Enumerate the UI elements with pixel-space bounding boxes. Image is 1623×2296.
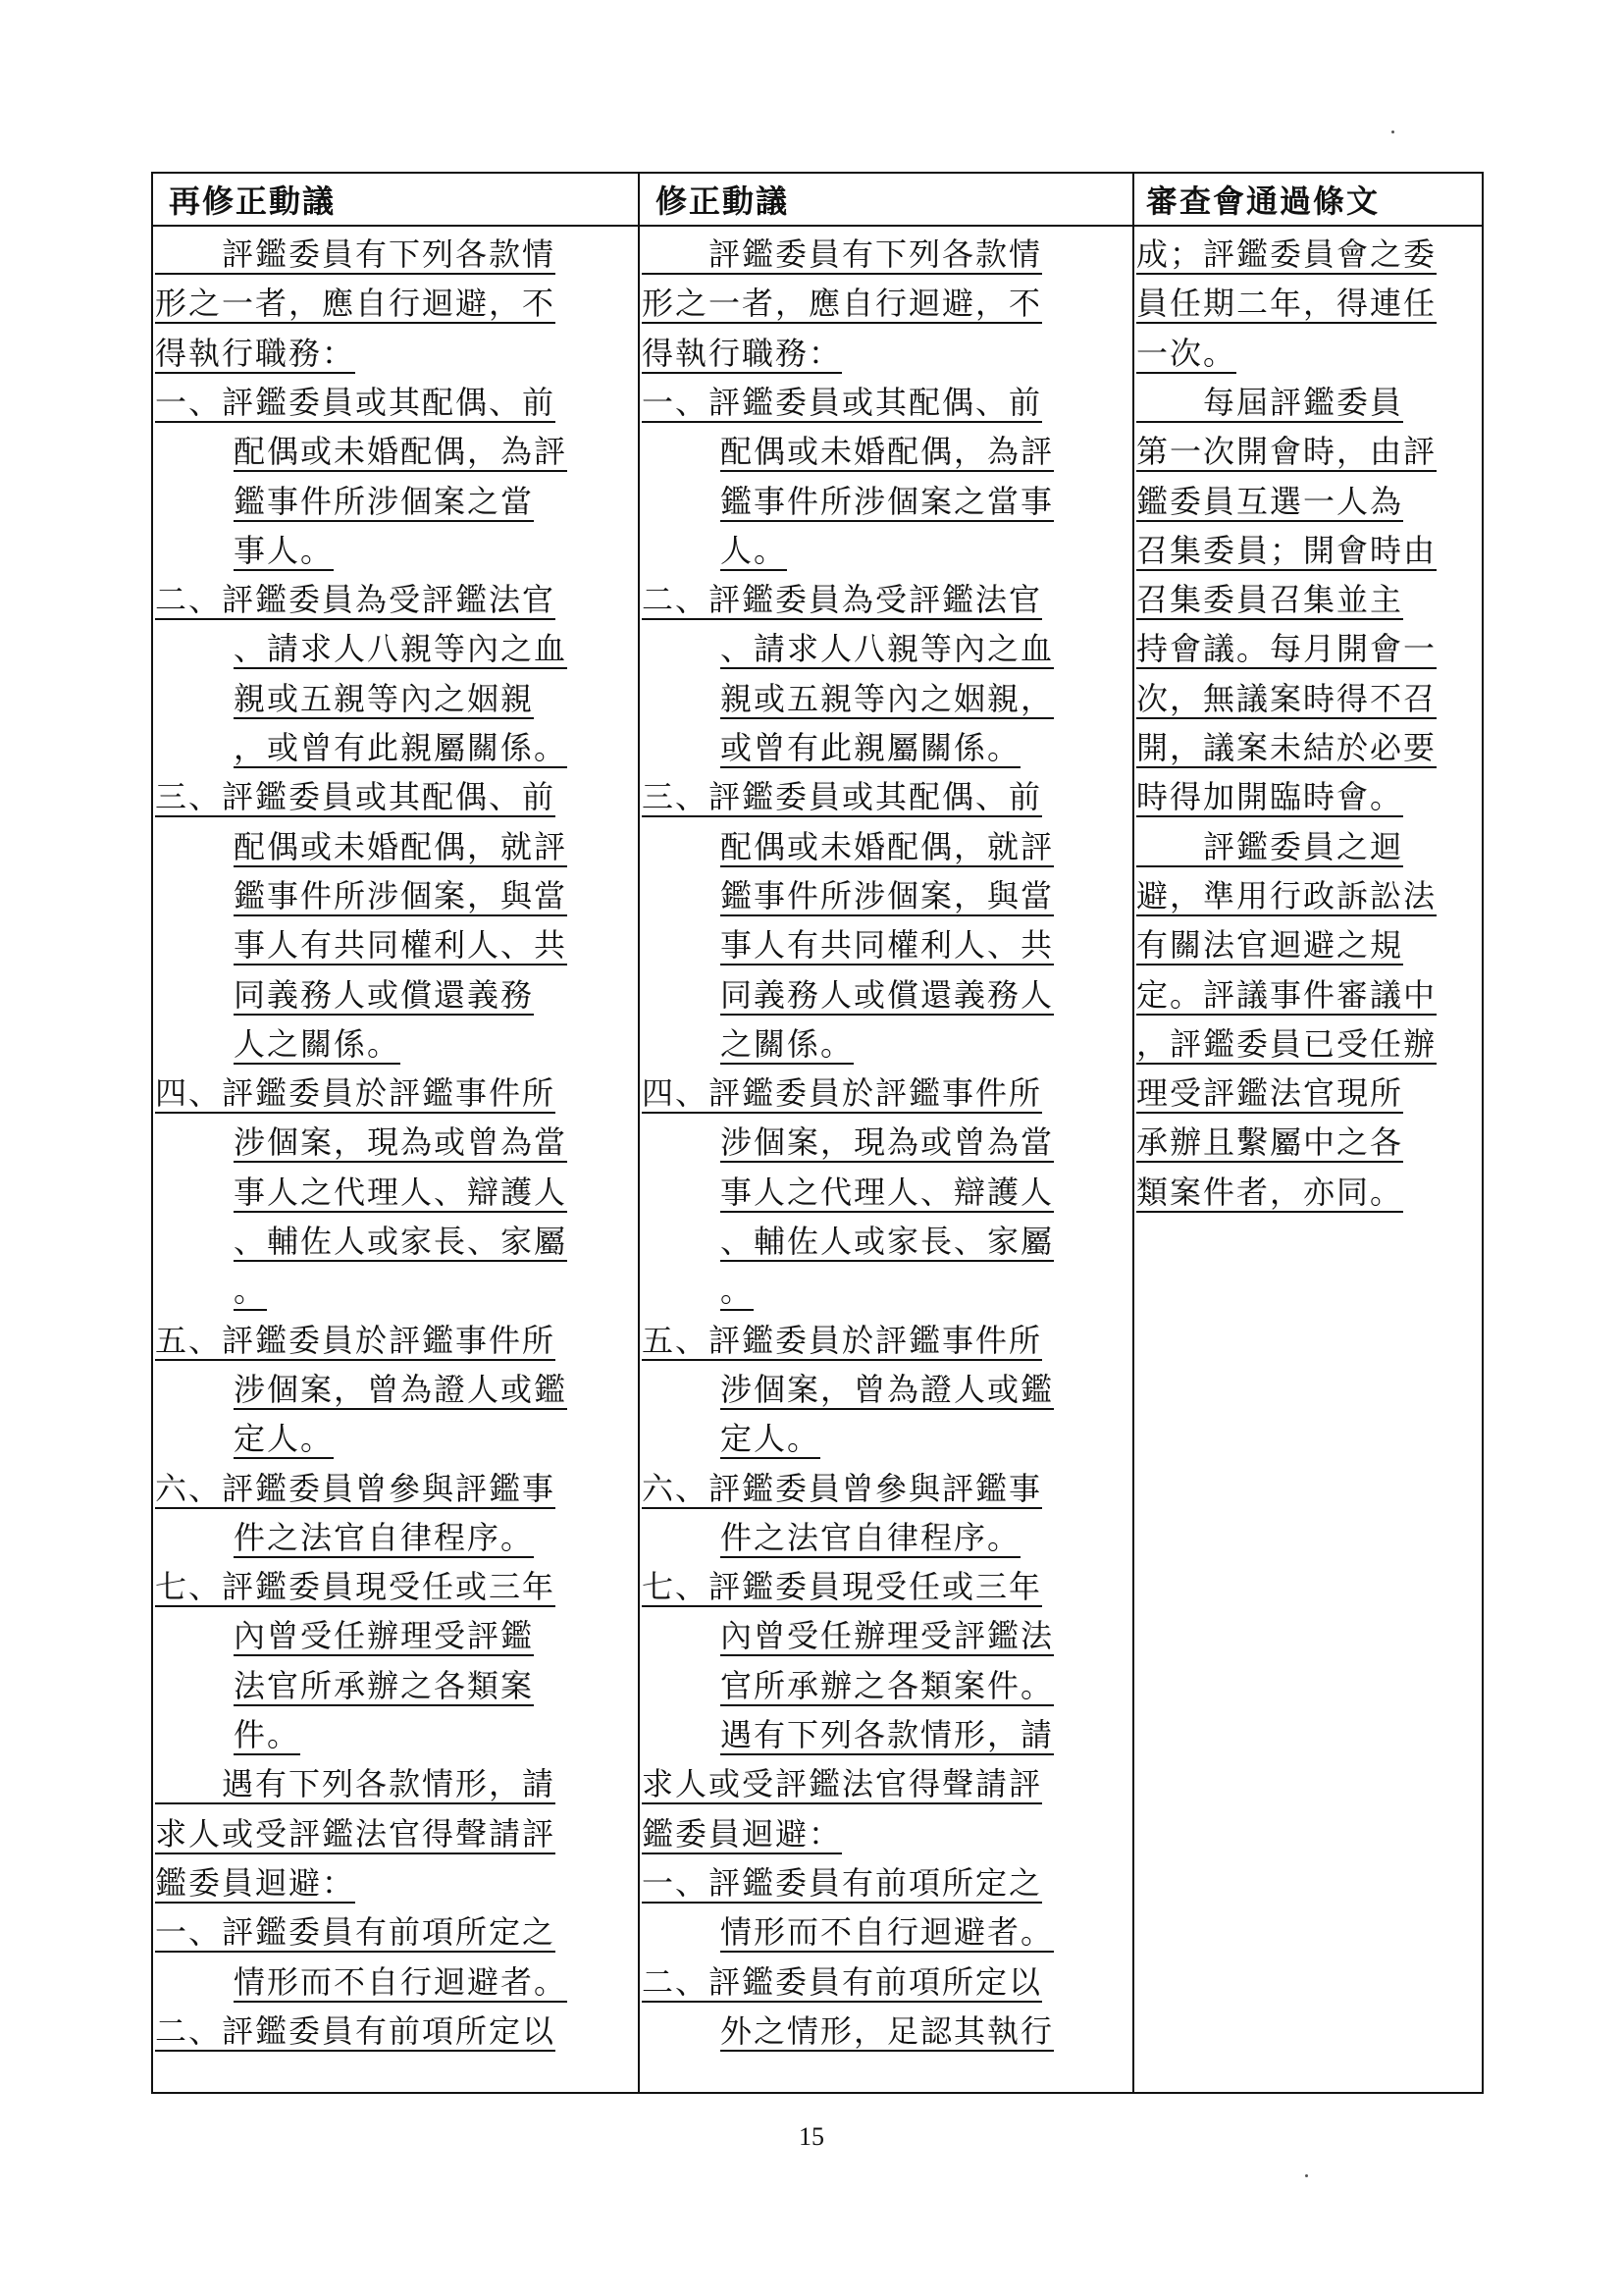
text-line-content: 次，無議案時得不召 [1136, 679, 1438, 717]
text-line-content: 成；評鑑委員會之委 [1136, 235, 1438, 273]
text-line [720, 625, 1054, 672]
text-line-content: 事人有共同權利人、共 [234, 926, 568, 965]
text-line [1136, 724, 1437, 771]
text-line-content: 理受評鑑法官現所 [1136, 1074, 1404, 1113]
scan-speck [1391, 130, 1394, 133]
text-line [642, 330, 842, 377]
text-line-content: 鑑委員迴避： [155, 1863, 356, 1902]
text-line-content: 鑑委員迴避： [642, 1814, 843, 1852]
text-line-content: 。 [720, 1272, 755, 1310]
header-re-amendment: 再修正動議 [169, 183, 337, 220]
text-line-content: 人之關係。 [234, 1024, 401, 1063]
text-line [720, 971, 1054, 1018]
text-line [234, 1958, 567, 2006]
text-line-content: 情形而不自行迴避者。 [720, 1913, 1055, 1952]
text-line [155, 1465, 555, 1512]
text-line [234, 872, 567, 919]
text-line [642, 1810, 842, 1857]
text-line [155, 231, 555, 278]
text-line-content: 事人之代理人、辯護人 [234, 1173, 568, 1211]
text-line [1136, 1169, 1403, 1216]
text-line [720, 1169, 1054, 1216]
text-line [234, 1119, 567, 1166]
header-divider [153, 225, 1482, 227]
column-divider [638, 174, 640, 2092]
text-line-content: ，評鑑委員已受任辦 [1136, 1024, 1438, 1063]
text-line [1136, 1119, 1403, 1166]
text-line [642, 576, 1042, 623]
text-line-content: 有關法官迴避之規 [1136, 926, 1404, 965]
text-line-content: 配偶或未婚配偶，就評 [234, 827, 568, 865]
text-line-content: 承辦且繫屬中之各 [1136, 1123, 1404, 1162]
text-line-content: 、輔佐人或家長、家屬 [234, 1223, 568, 1260]
text-line [234, 1267, 267, 1314]
text-line [234, 1415, 334, 1462]
text-line [155, 1810, 555, 1857]
text-line-content: 親或五親等內之姻親， [720, 679, 1055, 717]
text-line-content: 七、評鑑委員現受任或三年 [642, 1568, 1043, 1606]
text-line [234, 675, 534, 722]
text-line [234, 823, 567, 870]
text-line [720, 675, 1054, 722]
text-line [720, 1119, 1054, 1166]
text-line-content: 五、評鑑委員於評鑑事件所 [155, 1321, 556, 1359]
text-line-content: 定人。 [234, 1420, 335, 1458]
text-line-content: 一、評鑑委員或其配偶、前 [155, 383, 556, 421]
text-line-content: 召集委員；開會時由 [1136, 531, 1438, 569]
text-line-content: 二、評鑑委員有前項所定以 [642, 1962, 1043, 2001]
text-line-content: 員任期二年，得連任 [1136, 285, 1438, 323]
text-line-content: 三、評鑑委員或其配偶、前 [155, 778, 556, 816]
text-line-content: 、請求人八親等內之血 [234, 630, 568, 668]
text-line [720, 872, 1054, 919]
text-line [155, 1317, 555, 1364]
text-line [720, 428, 1054, 475]
text-line [642, 1317, 1042, 1364]
text-line [642, 1760, 1042, 1807]
text-line-content: 鑑事件所涉個案，與當 [720, 876, 1055, 914]
text-line-content: 得執行職務： [155, 334, 356, 372]
text-line [1136, 1020, 1437, 1068]
text-line [1136, 675, 1437, 722]
text-line-content: 遇有下列各款情形，請 [720, 1716, 1055, 1753]
text-line-content: 件之法官自律程序。 [234, 1518, 535, 1556]
text-line-content: 件之法官自律程序。 [720, 1518, 1021, 1556]
text-line-content: 避，準用行政訴訟法 [1136, 876, 1438, 914]
text-line [155, 576, 555, 623]
comparison-table [151, 172, 1484, 2094]
text-line-content: 形之一者，應自行迴避，不 [642, 285, 1043, 323]
text-line [1136, 280, 1437, 327]
text-line-content: 鑑委員互選一人為 [1136, 482, 1404, 520]
text-line [234, 1020, 400, 1068]
text-line [642, 1070, 1042, 1117]
text-line [234, 625, 567, 672]
text-line-content: 涉個案，現為或曾為當 [234, 1123, 568, 1162]
text-line-content: 評鑑委員有下列各款情 [155, 235, 556, 273]
text-line [720, 1267, 754, 1314]
text-line [720, 921, 1054, 968]
text-line-content: 件。 [234, 1716, 301, 1753]
text-line [720, 823, 1054, 870]
text-line-content: 定人。 [720, 1420, 821, 1458]
text-line-content: 鑑事件所涉個案之當事 [720, 482, 1055, 520]
text-line-content: 四、評鑑委員於評鑑事件所 [155, 1074, 556, 1113]
text-line [1136, 823, 1403, 870]
text-line-content: 第一次開會時，由評 [1136, 433, 1438, 471]
text-line-content: 、輔佐人或家長、家屬 [720, 1223, 1055, 1260]
text-line [720, 1020, 854, 1068]
text-line [1136, 1070, 1403, 1117]
text-line [234, 428, 567, 475]
header-amendment: 修正動議 [655, 183, 790, 220]
text-line-content: 遇有下列各款情形，請 [155, 1765, 556, 1803]
text-line-content: 外之情形，足認其執行 [720, 2011, 1055, 2050]
text-line [720, 527, 787, 574]
text-line-content: ，或曾有此親屬關係。 [234, 729, 568, 766]
text-line-content: 官所承辦之各類案件。 [720, 1666, 1055, 1704]
text-line-content: 鑑事件所涉個案，與當 [234, 876, 568, 914]
text-line [155, 1908, 555, 1956]
text-line-content: 一、評鑑委員有前項所定之 [155, 1913, 556, 1952]
text-line [234, 1169, 567, 1216]
text-line-content: 時得加開臨時會。 [1136, 778, 1404, 816]
text-line-content: 鑑事件所涉個案之當 [234, 482, 535, 520]
text-line-content: 或曾有此親屬關係。 [720, 729, 1021, 766]
text-line-content: 親或五親等內之姻親 [234, 679, 535, 717]
text-line-content: 五、評鑑委員於評鑑事件所 [642, 1321, 1043, 1359]
text-line-content: 六、評鑑委員曾參與評鑑事 [642, 1469, 1043, 1507]
text-line-content: 同義務人或償還義務人 [720, 975, 1055, 1014]
text-line-content: 、請求人八親等內之血 [720, 630, 1055, 668]
text-line [1136, 428, 1437, 475]
text-line-content: 事人之代理人、辯護人 [720, 1173, 1055, 1211]
text-line-content: 求人或受評鑑法官得聲請評 [642, 1765, 1043, 1803]
text-line [720, 478, 1054, 525]
text-line [642, 1465, 1042, 1512]
text-line [642, 231, 1042, 278]
text-line [1136, 330, 1236, 377]
text-line [720, 1218, 1054, 1265]
text-line [155, 1859, 355, 1906]
text-line [234, 971, 534, 1018]
text-line-content: 三、評鑑委員或其配偶、前 [642, 778, 1043, 816]
text-line-content: 事人有共同權利人、共 [720, 926, 1055, 965]
text-line-content: 涉個案，現為或曾為當 [720, 1123, 1055, 1162]
text-line [720, 1612, 1054, 1659]
text-line-content: 內曾受任辦理受評鑑 [234, 1617, 535, 1655]
text-line [720, 1514, 1021, 1561]
text-line [1136, 379, 1403, 426]
text-line [1136, 231, 1437, 278]
text-line [642, 773, 1042, 820]
text-line [720, 1662, 1054, 1709]
text-line [720, 724, 1021, 771]
text-line-content: 召集委員召集並主 [1136, 581, 1404, 619]
text-line-content: 二、評鑑委員為受評鑑法官 [155, 581, 556, 619]
text-line-content: 配偶或未婚配偶，為評 [234, 433, 568, 471]
text-line [234, 1514, 534, 1561]
text-line-content: 情形而不自行迴避者。 [234, 1962, 568, 2001]
text-line [234, 478, 534, 525]
text-line-content: 求人或受評鑑法官得聲請評 [155, 1814, 556, 1852]
text-line-content: 二、評鑑委員為受評鑑法官 [642, 581, 1043, 619]
text-line [720, 1415, 820, 1462]
text-line-content: 類案件者，亦同。 [1136, 1173, 1404, 1211]
text-line-content: 一次。 [1136, 334, 1237, 372]
text-line [642, 1563, 1042, 1610]
text-line [234, 527, 334, 574]
text-line-content: 涉個案，曾為證人或鑑 [720, 1370, 1055, 1408]
text-line-content: 評鑑委員有下列各款情 [642, 235, 1043, 273]
text-line-content: 四、評鑑委員於評鑑事件所 [642, 1074, 1043, 1113]
text-line-content: 一、評鑑委員有前項所定之 [642, 1863, 1043, 1902]
text-line [720, 1711, 1054, 1758]
text-line-content: 定。評議事件審議中 [1136, 975, 1438, 1014]
column-divider [1132, 174, 1134, 2092]
text-line [642, 1958, 1042, 2006]
text-line [1136, 625, 1437, 672]
text-line [1136, 527, 1437, 574]
text-line [1136, 773, 1403, 820]
text-line [720, 1908, 1054, 1956]
text-line-content: 同義務人或償還義務 [234, 975, 535, 1014]
text-line-content: 配偶或未婚配偶，就評 [720, 827, 1055, 865]
text-line [1136, 971, 1437, 1018]
text-line [234, 1218, 567, 1265]
text-line [155, 1563, 555, 1610]
text-line-content: 之關係。 [720, 1024, 855, 1063]
text-line-content: 人。 [720, 531, 788, 569]
text-line [155, 1760, 555, 1807]
text-line [155, 2008, 555, 2055]
text-line-content: 事人。 [234, 531, 335, 569]
text-line-content: 二、評鑑委員有前項所定以 [155, 2011, 556, 2050]
text-line-content: 形之一者，應自行迴避，不 [155, 285, 556, 323]
page-number: 15 [799, 2122, 824, 2151]
text-line [720, 2008, 1054, 2055]
text-line [155, 773, 555, 820]
text-line [234, 921, 567, 968]
text-line-content: 得執行職務： [642, 334, 843, 372]
text-line [155, 379, 555, 426]
text-line [234, 1711, 300, 1758]
text-line-content: 開，議案未結於必要 [1136, 729, 1438, 766]
text-line [234, 1612, 534, 1659]
text-line [1136, 478, 1403, 525]
text-line [642, 1859, 1042, 1906]
text-line-content: 一、評鑑委員或其配偶、前 [642, 383, 1043, 421]
text-line [234, 1366, 567, 1413]
text-line [155, 1070, 555, 1117]
scan-speck [1305, 2174, 1308, 2177]
text-line-content: 持會議。每月開會一 [1136, 630, 1438, 668]
text-line-content: 涉個案，曾為證人或鑑 [234, 1370, 568, 1408]
text-line [642, 379, 1042, 426]
text-line [155, 280, 555, 327]
text-line-content: 評鑑委員之迴 [1136, 827, 1404, 865]
text-line [1136, 921, 1403, 968]
text-line [1136, 872, 1437, 919]
text-line-content: 法官所承辦之各類案 [234, 1666, 535, 1704]
header-committee-text: 審查會通過條文 [1146, 183, 1381, 220]
text-line [1136, 576, 1403, 623]
text-line-content: 六、評鑑委員曾參與評鑑事 [155, 1469, 556, 1507]
text-line-content: 內曾受任辦理受評鑑法 [720, 1617, 1055, 1655]
text-line-content: 每屆評鑑委員 [1136, 383, 1404, 421]
text-line-content: 。 [234, 1272, 268, 1310]
text-line [720, 1366, 1054, 1413]
text-line [234, 1662, 534, 1709]
text-line [642, 280, 1042, 327]
text-line [234, 724, 567, 771]
text-line-content: 配偶或未婚配偶，為評 [720, 433, 1055, 471]
text-line [155, 330, 355, 377]
text-line-content: 七、評鑑委員現受任或三年 [155, 1568, 556, 1606]
